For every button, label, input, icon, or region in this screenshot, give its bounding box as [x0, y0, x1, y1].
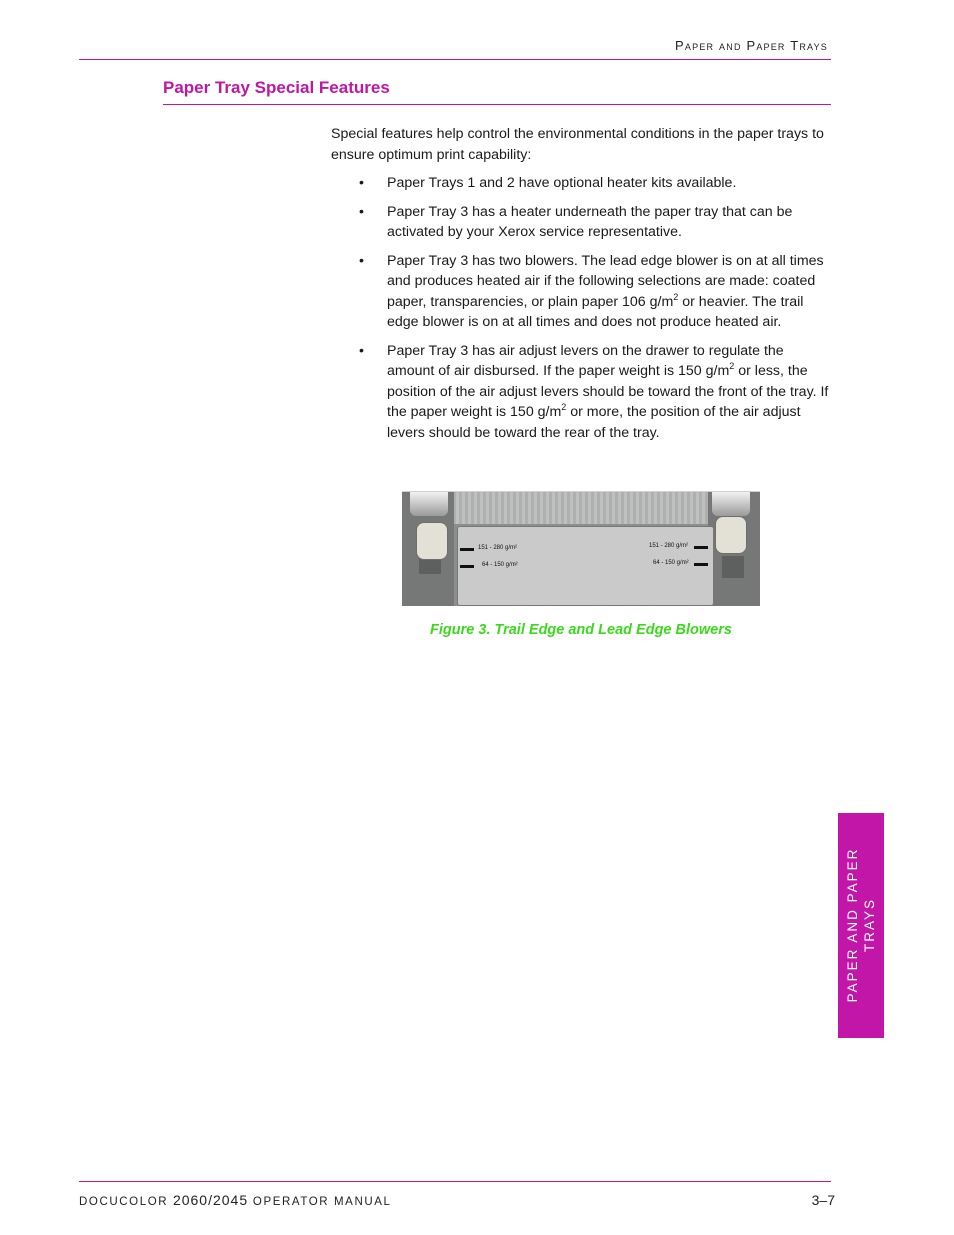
- figure-label: 64 - 150 g/m²: [482, 562, 518, 568]
- header-rule: [79, 59, 831, 60]
- list-item-text: Paper Trays 1 and 2 have optional heater kits available.: [387, 175, 737, 191]
- mark-right-lower: [694, 563, 708, 566]
- section-title: Paper Tray Special Features: [163, 78, 390, 97]
- footer-product: DOCUCOLOR: [79, 1196, 173, 1208]
- blowers-figure: [402, 491, 760, 606]
- list-item-text: Paper Tray 3 has a heater underneath the paper tray that can be activated by your Xerox service representative.: [387, 203, 793, 240]
- side-tab-line: TRAYS: [862, 898, 877, 953]
- list-item: [331, 202, 831, 243]
- bullet-marker: •: [359, 203, 364, 220]
- list-item: [331, 173, 831, 194]
- text-run: Paper Tray 3 has air adjust levers on the drawer to regulate the amount of air disbursed. If the paper weight is 150 g/m: [387, 342, 784, 379]
- mark-left-lower: [460, 565, 474, 568]
- feature-list: [331, 173, 831, 443]
- intro-paragraph: Special features help control the environmental conditions in the paper trays to ensure optimum print capability:: [331, 126, 824, 163]
- list-item-text: [387, 343, 828, 441]
- figure-label: 151 - 280 g/m²: [478, 545, 518, 551]
- bullet-marker: •: [359, 252, 364, 269]
- mark-right-upper: [694, 546, 708, 549]
- right-air-lever: [715, 516, 747, 554]
- body-text: [331, 124, 831, 451]
- text-run: Paper Tray 3 has two blowers. The lead edge blower is on at all times and produces heated air if the following selections are made: coated paper, transparencies, or plain paper 106 g/m: [387, 252, 824, 310]
- text-run: or heavier. The trail edge blower is on at all times and does not produce heated air.: [387, 293, 804, 330]
- running-header: Paper and Paper Trays: [675, 38, 828, 53]
- figure-left-clip: [410, 492, 448, 516]
- list-item-text: [387, 253, 824, 331]
- bullet-marker: •: [359, 342, 364, 359]
- figure-right-clip: [712, 492, 750, 516]
- footer-manual-title: [79, 1192, 392, 1208]
- text-run: or less, the position of the air adjust levers should be toward the front of the tray. If the paper weight is 150 g/m: [387, 363, 829, 420]
- text-run: or more, the position of the air adjust levers should be toward the rear of the tray.: [387, 404, 801, 441]
- left-air-lever: [416, 522, 448, 560]
- section-rule: [163, 104, 831, 105]
- page-number: 3–7: [811, 1192, 835, 1208]
- superscript: 2: [561, 402, 567, 412]
- list-item: [331, 251, 831, 333]
- bullet-marker: •: [359, 175, 364, 191]
- superscript: 2: [673, 291, 679, 302]
- mark-left-upper: [460, 548, 474, 551]
- footer-model: 2060/2045: [172, 1192, 249, 1208]
- figure-label: 151 - 280 g/m²: [649, 543, 689, 549]
- figure-right-shadow: [722, 556, 744, 578]
- superscript: 2: [729, 361, 735, 371]
- list-item: [331, 341, 831, 444]
- side-tab[interactable]: [838, 813, 884, 1038]
- footer-rule: [79, 1181, 831, 1182]
- figure-caption: Figure 3. Trail Edge and Lead Edge Blowers: [430, 622, 732, 638]
- side-tab-text: [844, 820, 878, 1030]
- footer-suffix: OPERATOR MANUAL: [248, 1196, 392, 1208]
- side-tab-line: PAPER AND PAPER: [845, 847, 860, 1003]
- figure-label: 64 - 150 g/m²: [653, 560, 689, 566]
- figure-top-stripe: [402, 492, 760, 524]
